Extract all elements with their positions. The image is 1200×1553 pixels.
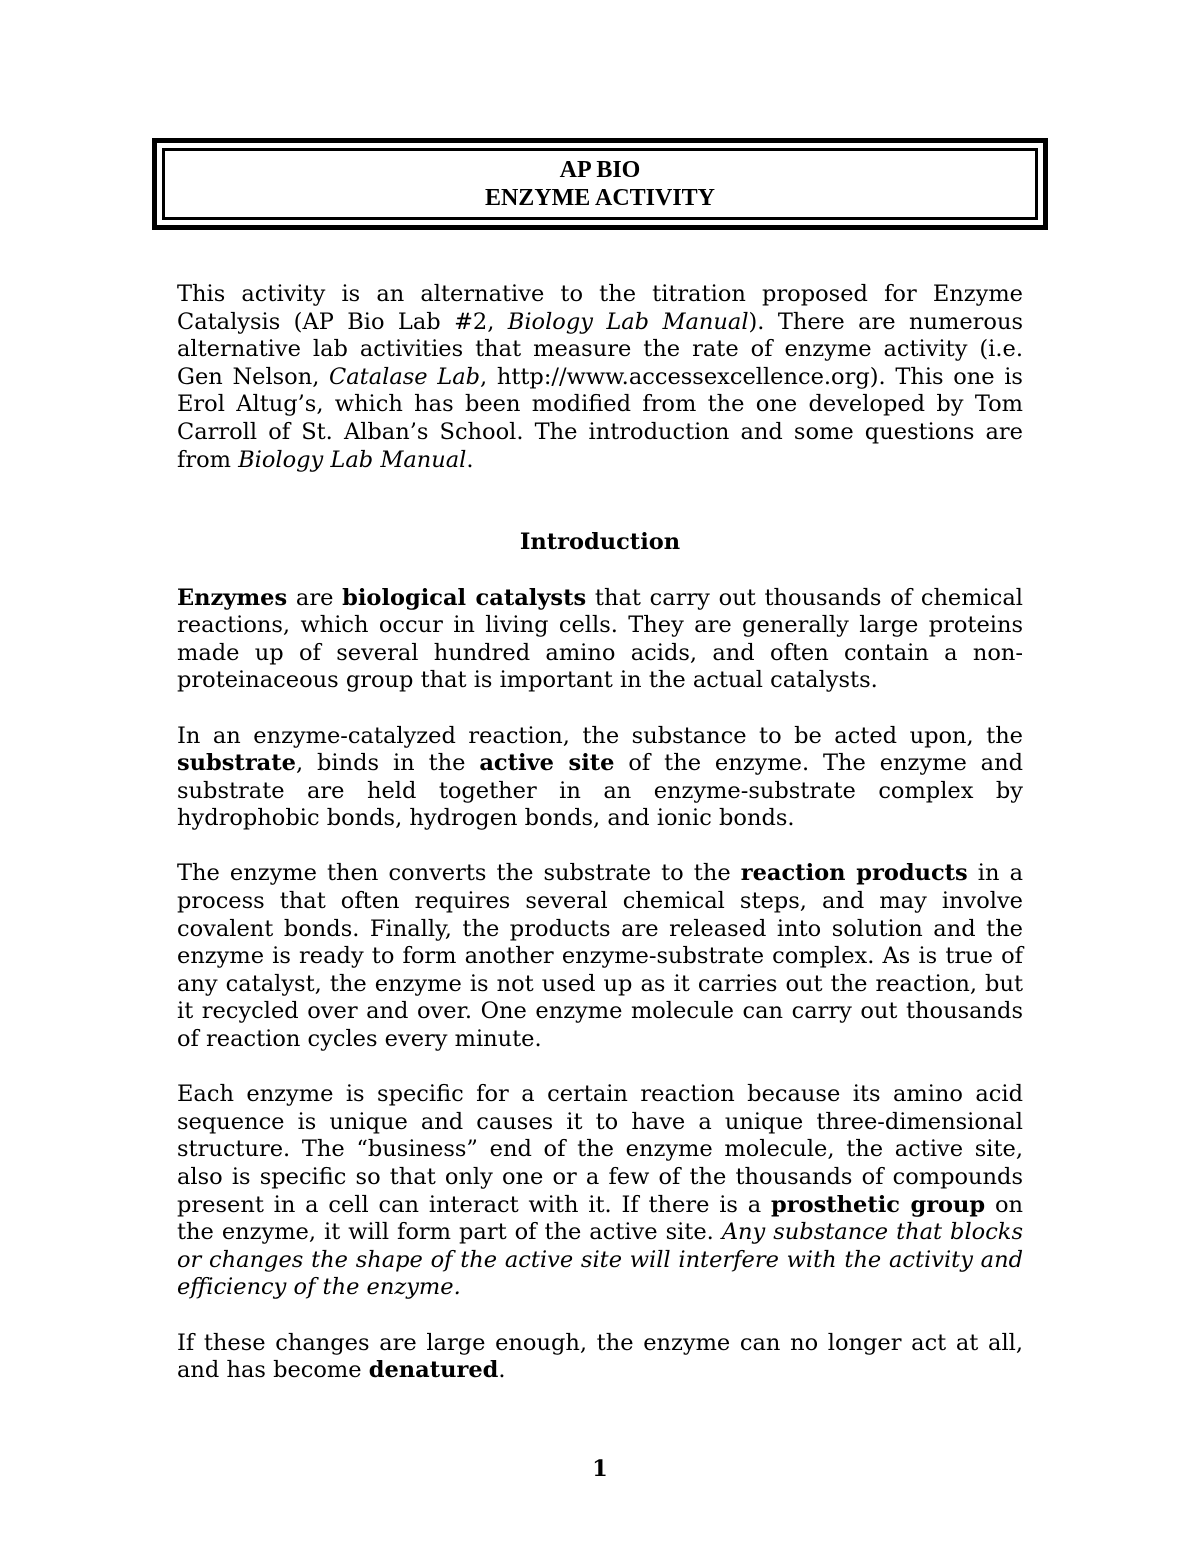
paragraph-denatured <box>177 1330 1023 1385</box>
text-run: , binds in the <box>295 750 480 777</box>
text-run: . <box>498 1357 506 1384</box>
text-run: If these changes are large enough, the enzyme can no longer act at all, and has become <box>177 1329 1023 1384</box>
text-run: are <box>287 584 343 611</box>
text-run: In an enzyme-catalyzed reaction, the substance to be acted upon, the <box>177 722 1023 749</box>
title-line-2: ENZYME ACTIVITY <box>484 185 716 211</box>
text-run: in a process that often requires several chemical steps, and may involve covalent bonds. Finally, the products are released into solution and the enzyme is ready to form another enzyme-substrate complex. As is true of any catalyst, the enzyme is not used up as it carries out the reaction, but it recycled over and over. One enzyme molecule can carry out thousands of reaction cycles every minute. <box>177 860 1023 1053</box>
bold-term: denatured <box>368 1357 499 1384</box>
section-heading-introduction: Introduction <box>519 529 681 556</box>
bold-term: active site <box>479 750 615 777</box>
italic-title-biology-lab-manual: Biology Lab Manual <box>238 446 467 473</box>
bold-term: biological catalysts <box>342 584 587 611</box>
title-line-1: AP BIO <box>559 157 641 183</box>
bold-term: Enzymes <box>177 584 288 611</box>
text-run: This activity is an alternative to the titration proposed for Enzyme Catalysis (AP Bio Lab #2, <box>177 281 1023 335</box>
italic-title-catalase-lab: Catalase Lab <box>329 363 481 390</box>
page-number: 1 <box>592 1456 608 1482</box>
text-run: The enzyme then converts the substrate to the <box>177 860 741 887</box>
italic-statement: Any substance that blocks or changes the shape of the active site will interfere with the activity and efficiency of the enzyme. <box>177 1219 1023 1301</box>
paragraph-specificity <box>177 1081 1023 1302</box>
paragraph-substrate <box>177 723 1023 833</box>
text-run: on the enzyme, it will form part of the active site. <box>177 1191 1023 1246</box>
text-run: that carry out thousands of chemical reactions, which occur in living cells. They are generally large proteins made up of several hundred amino acids, and often contain a non-proteinaceous group that is important in the actual catalysts. <box>177 584 1023 694</box>
paragraph-reaction-products <box>177 860 1023 1053</box>
text-run: . <box>466 446 474 473</box>
title-box <box>152 138 1048 230</box>
document-body <box>177 281 1023 1385</box>
intro-paragraph <box>177 281 1023 474</box>
text-run: of the enzyme. The enzyme and substrate are held together in an enzyme-substrate complex by hydrophobic bonds, hydrogen bonds, and ionic bonds. <box>177 750 1023 832</box>
spacer <box>177 502 1023 530</box>
bold-term: substrate <box>177 750 296 777</box>
text-run: ). There are numerous alternative lab activities that measure the rate of enzyme activity (i.e. Gen Nelson, <box>177 308 1023 390</box>
bold-term: prosthetic group <box>771 1191 986 1218</box>
text-run: Each enzyme is specific for a certain reaction because its amino acid sequence is unique and causes it to have a unique three-dimensional structure. The “business” end of the enzyme molecule, the active site, also is specific so that only one or a few of the thousands of compounds present in a cell can interact with it. If there is a <box>177 1081 1023 1218</box>
text-run: , http://www.accessexcellence.org). This one is Erol Altug’s, which has been modified from the one developed by Tom Carroll of St. Alban’s School. The introduction and some questions are from <box>177 363 1023 473</box>
paragraph-enzymes <box>177 585 1023 695</box>
title-box-inner <box>162 148 1038 220</box>
italic-title-biology-lab-manual: Biology Lab Manual <box>507 308 749 335</box>
bold-term: reaction products <box>740 860 968 887</box>
